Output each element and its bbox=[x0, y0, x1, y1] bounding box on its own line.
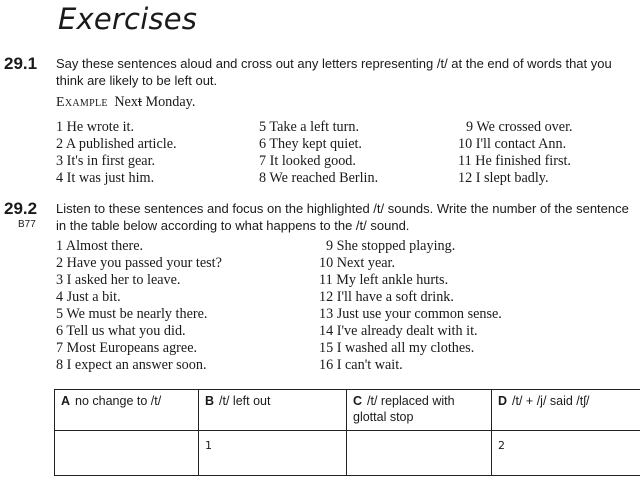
sentence-item: 6 They kept quiet. bbox=[259, 136, 362, 152]
sentence-item: 11 My left ankle hurts. bbox=[319, 272, 449, 288]
example-text-start: Nex bbox=[114, 94, 138, 110]
sentence-item: 8 I expect an answer soon. bbox=[56, 357, 207, 373]
table-header-cell: C /t/ replaced with glottal stop bbox=[347, 390, 492, 431]
table-answer-row bbox=[55, 431, 640, 476]
sentence-item: 1 He wrote it. bbox=[56, 119, 135, 135]
sentence-item: 7 It looked good. bbox=[259, 153, 356, 169]
example-line bbox=[56, 94, 195, 111]
sentence-item: 7 Most Europeans agree. bbox=[56, 340, 198, 356]
example-label: Example bbox=[56, 95, 108, 110]
page-title: Exercises bbox=[58, 2, 198, 36]
sentence-item: 16 I can't wait. bbox=[319, 357, 403, 373]
answer-table bbox=[54, 389, 640, 476]
sentence-item: 3 I asked her to leave. bbox=[56, 272, 181, 288]
sentence-item: 3 It's in first gear. bbox=[56, 153, 156, 169]
exercise-instruction-line: Listen to these sentences and focus on the highlighted /t/ sounds. Write the number of the sentence bbox=[56, 201, 629, 216]
table-header-row bbox=[55, 390, 640, 431]
sentence-item: 2 A published article. bbox=[56, 136, 177, 152]
audio-track-code: B77 bbox=[18, 219, 36, 230]
exercise-number-29-1: 29.1 bbox=[4, 54, 38, 73]
sentence-item: 11 He finished first. bbox=[458, 153, 571, 169]
sentence-item: 5 Take a left turn. bbox=[259, 119, 359, 135]
answer-cell[interactable]: 2 bbox=[492, 431, 640, 476]
sentence-item: 13 Just use your common sense. bbox=[319, 306, 502, 322]
sentence-item: 2 Have you passed your test? bbox=[56, 255, 222, 271]
exercise-instruction-line: think are likely to be left out. bbox=[56, 73, 218, 88]
example-struck-letter: t bbox=[137, 94, 142, 110]
sentence-item: 10 I'll contact Ann. bbox=[458, 136, 567, 152]
sentence-item: 15 I washed all my clothes. bbox=[319, 340, 475, 356]
exercise-instruction-line: Say these sentences aloud and cross out any letters representing /t/ at the end of words that you bbox=[56, 56, 612, 71]
sentence-item: 4 It was just him. bbox=[56, 170, 155, 186]
sentence-item: 6 Tell us what you did. bbox=[56, 323, 186, 339]
sentence-item: 12 I'll have a soft drink. bbox=[319, 289, 454, 305]
answer-cell[interactable]: 1 bbox=[199, 431, 347, 476]
answer-cell[interactable] bbox=[55, 431, 199, 476]
sentence-item: 4 Just a bit. bbox=[56, 289, 121, 305]
example-text-end: Monday. bbox=[141, 94, 196, 110]
sentence-item: 9 We crossed over. bbox=[466, 119, 573, 135]
sentence-item: 12 I slept badly. bbox=[458, 170, 549, 186]
table-header-cell: A no change to /t/ bbox=[55, 390, 199, 431]
sentence-item: 14 I've already dealt with it. bbox=[319, 323, 478, 339]
table-header-cell: D /t/ + /j/ said /tʃ/ bbox=[492, 390, 640, 431]
sentence-item: 9 She stopped playing. bbox=[326, 238, 456, 254]
exercise-instruction-line: in the table below according to what happens to the /t/ sound. bbox=[56, 218, 410, 233]
table-header-cell: B /t/ left out bbox=[199, 390, 347, 431]
sentence-item: 1 Almost there. bbox=[56, 238, 144, 254]
sentence-item: 10 Next year. bbox=[319, 255, 396, 271]
answer-cell[interactable] bbox=[347, 431, 492, 476]
sentence-item: 5 We must be nearly there. bbox=[56, 306, 208, 322]
exercise-number-29-2: 29.2 bbox=[4, 199, 38, 218]
sentence-item: 8 We reached Berlin. bbox=[259, 170, 379, 186]
